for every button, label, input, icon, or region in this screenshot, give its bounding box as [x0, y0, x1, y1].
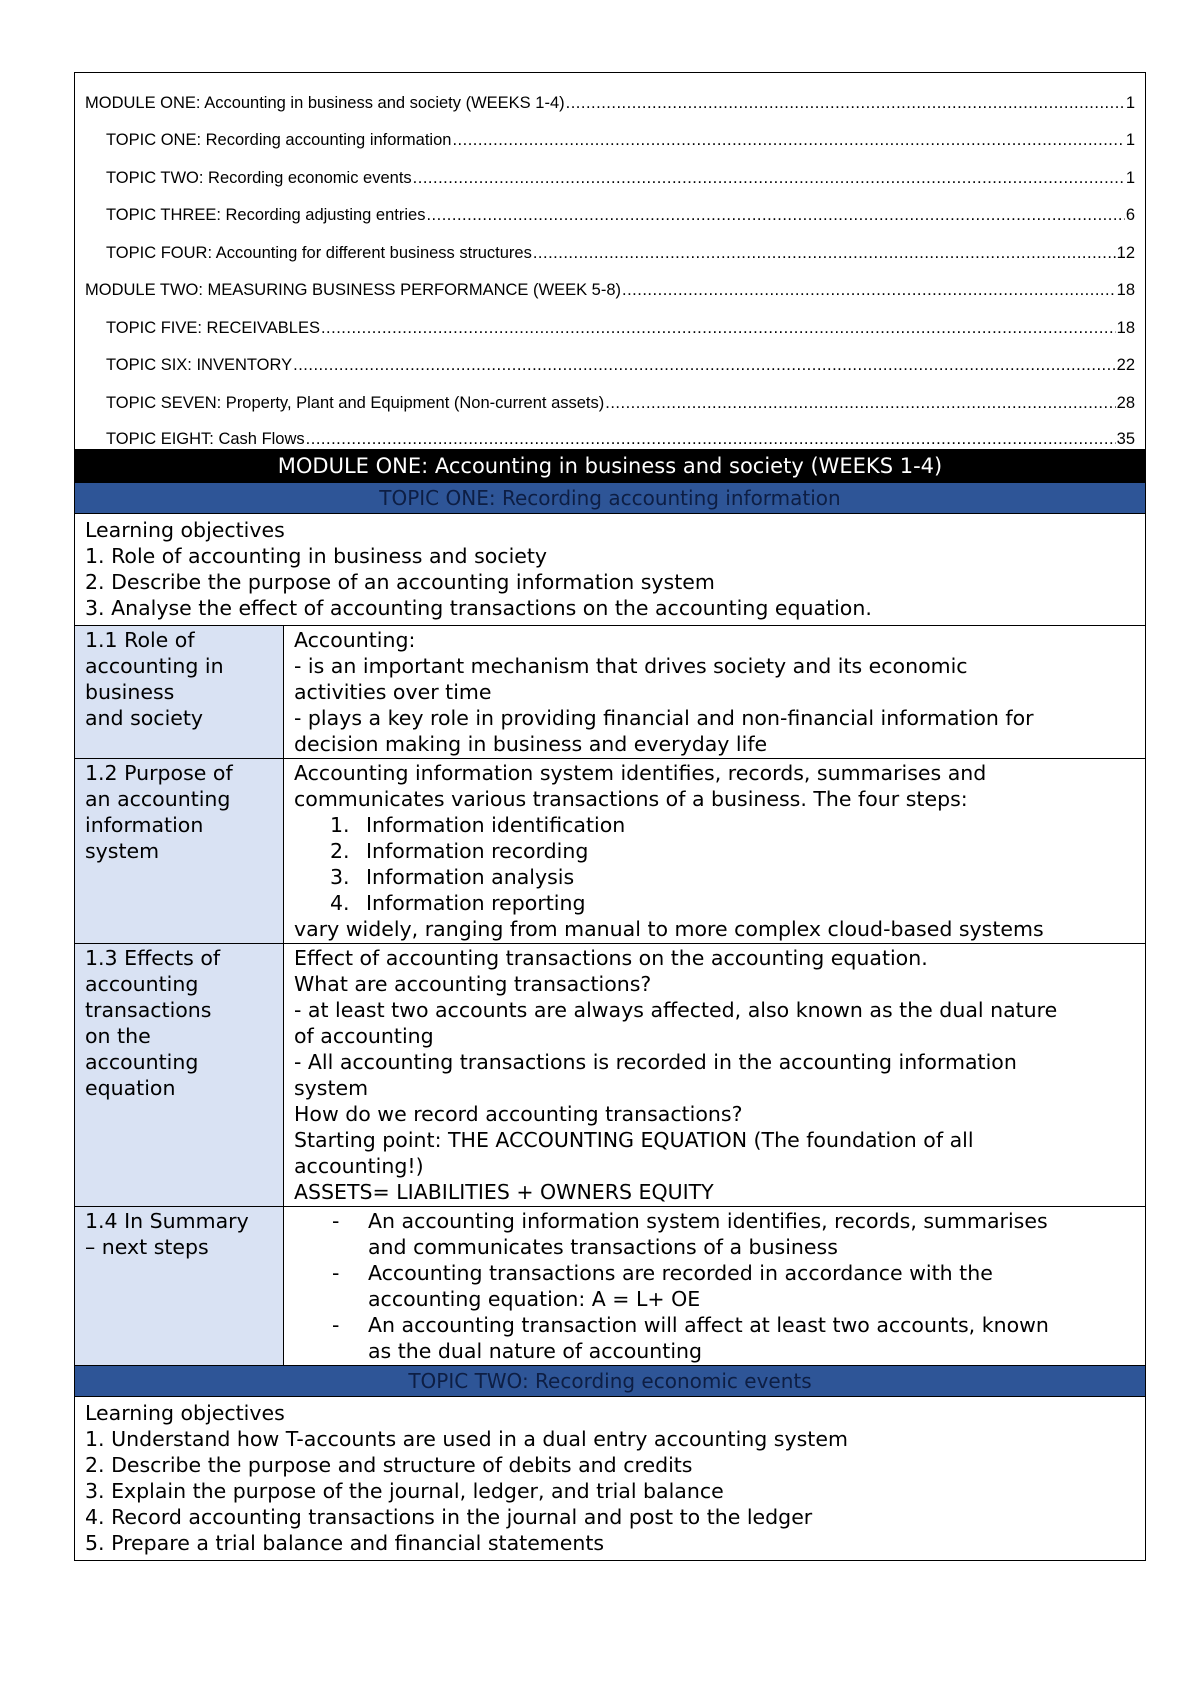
toc-page-number: 1	[1125, 93, 1135, 112]
topic-one-heading: TOPIC ONE: Recording accounting information	[75, 482, 1145, 514]
dash-bullet: -	[332, 1260, 340, 1285]
list-number: 1.	[330, 812, 350, 837]
toc-leader	[293, 356, 1116, 375]
content-line: system	[294, 1075, 369, 1100]
row-label-purpose-of-ais	[75, 758, 284, 943]
table-row	[75, 943, 1145, 1206]
list-number: 3.	[330, 864, 350, 889]
row-content-role-of-accounting	[284, 625, 1146, 758]
toc-entry-text: TOPIC SIX: INVENTORY	[106, 356, 293, 374]
content-line: activities over time	[294, 679, 492, 704]
list-text: An accounting information system identifies, records, summarises	[368, 1208, 1048, 1233]
row-content-effects-of-transactions	[284, 943, 1146, 1206]
toc-entry-text: TOPIC FOUR: Accounting for different business structures	[106, 243, 532, 262]
table-row	[75, 625, 1145, 758]
toc-page-number: 35	[1116, 429, 1135, 448]
objective-item: 2. Describe the purpose and structure of debits and credits	[85, 1452, 693, 1477]
toc-leader	[321, 319, 1116, 338]
toc-entry-text: TOPIC SEVEN: Property, Plant and Equipment (Non-current assets)	[106, 393, 605, 412]
topic-one-table	[75, 625, 1145, 1365]
toc-entry[interactable]	[85, 338, 1135, 376]
content-line: - plays a key role in providing financial and non-financial information for	[294, 705, 1034, 730]
objective-item: 4. Record accounting transactions in the journal and post to the ledger	[85, 1504, 813, 1529]
label-line: 1.1 Role of	[85, 627, 195, 652]
objectives-heading: Learning objectives	[85, 1400, 285, 1425]
topic-two-objectives	[75, 1397, 1145, 1560]
list-text: as the dual nature of accounting	[368, 1338, 703, 1363]
summary-list	[294, 1208, 1137, 1364]
list-item	[294, 864, 1137, 890]
list-text: Information identification	[366, 812, 626, 837]
row-label-role-of-accounting	[75, 625, 284, 758]
list-text: An accounting transaction will affect at least two accounts, known	[368, 1312, 1049, 1337]
topic-one-objectives	[75, 514, 1145, 625]
toc-page-number: 1	[1125, 168, 1135, 187]
toc-leader	[622, 281, 1116, 300]
toc-entry-text: MODULE TWO: MEASURING BUSINESS PERFORMANCE (WEEK 5-8)	[85, 281, 622, 299]
content-line: - All accounting transactions is recorded in the accounting information	[294, 1049, 1017, 1074]
list-text: and communicates transactions of a business	[368, 1234, 838, 1259]
topic-two-heading: TOPIC TWO: Recording economic events	[75, 1365, 1145, 1397]
toc-entry[interactable]	[85, 75, 1135, 113]
row-label-summary	[75, 1206, 284, 1365]
toc-page-number: 6	[1125, 206, 1135, 224]
label-line: – next steps	[85, 1234, 209, 1259]
label-line: transactions	[85, 997, 212, 1022]
document-page	[74, 72, 1146, 1561]
content-line: vary widely, ranging from manual to more complex cloud-based systems	[294, 916, 1044, 941]
objective-item: 1. Role of accounting in business and society	[85, 543, 548, 568]
toc-leader	[413, 169, 1125, 188]
content-line: Accounting:	[294, 627, 416, 652]
content-line: decision making in business and everyday life	[294, 731, 768, 756]
list-item	[294, 812, 1137, 838]
toc-entry[interactable]	[85, 150, 1135, 188]
toc-page-number: 28	[1116, 393, 1135, 412]
content-line: communicates various transactions of a business. The four steps:	[294, 786, 968, 811]
list-text: Accounting transactions are recorded in accordance with the	[368, 1260, 993, 1285]
list-item	[294, 890, 1137, 916]
toc-entry-text: MODULE ONE: Accounting in business and society (WEEKS 1-4)	[85, 93, 565, 112]
label-line: on the	[85, 1023, 151, 1048]
toc-entry[interactable]	[85, 225, 1135, 263]
toc-entry[interactable]	[85, 188, 1135, 226]
label-line: 1.4 In Summary	[85, 1208, 249, 1233]
accounting-equation: ASSETS= LIABILITIES + OWNERS EQUITY	[294, 1179, 714, 1204]
toc-page-number: 18	[1116, 281, 1135, 299]
dash-bullet: -	[332, 1208, 340, 1233]
toc-leader	[566, 94, 1125, 113]
content-line: Effect of accounting transactions on the accounting equation.	[294, 945, 928, 970]
toc-page-number: 22	[1116, 356, 1135, 374]
four-steps-list	[294, 812, 1137, 916]
list-item	[294, 1208, 1137, 1260]
content-line: - at least two accounts are always affected, also known as the dual nature	[294, 997, 1058, 1022]
row-content-summary	[284, 1206, 1146, 1365]
label-line: information	[85, 812, 204, 837]
content-line: How do we record accounting transactions?	[294, 1101, 743, 1126]
list-item	[294, 1312, 1137, 1364]
objective-item: 1. Understand how T-accounts are used in a dual entry accounting system	[85, 1426, 848, 1451]
list-item	[294, 838, 1137, 864]
toc-entry-text: TOPIC FIVE: RECEIVABLES	[106, 318, 320, 337]
toc-page-number: 1	[1125, 131, 1135, 149]
label-line: 1.2 Purpose of	[85, 760, 233, 785]
list-text: Information reporting	[366, 890, 586, 915]
objective-item: 3. Explain the purpose of the journal, ledger, and trial balance	[85, 1478, 724, 1503]
toc-page-number: 12	[1116, 243, 1135, 262]
content-line: - is an important mechanism that drives society and its economic	[294, 653, 968, 678]
objective-item: 3. Analyse the effect of accounting transactions on the accounting equation.	[85, 595, 872, 620]
toc-leader	[426, 206, 1124, 225]
list-number: 4.	[330, 890, 350, 915]
list-text: accounting equation: A = L+ OE	[368, 1286, 701, 1311]
list-item	[294, 1260, 1137, 1312]
toc-leader	[533, 244, 1116, 263]
row-label-effects-of-transactions	[75, 943, 284, 1206]
dash-bullet: -	[332, 1312, 340, 1337]
content-line: Starting point: THE ACCOUNTING EQUATION (The foundation of all	[294, 1127, 974, 1152]
toc-entry[interactable]	[85, 375, 1135, 413]
content-line: What are accounting transactions?	[294, 971, 652, 996]
objectives-heading: Learning objectives	[85, 517, 285, 542]
toc-page-number: 18	[1116, 318, 1135, 337]
list-text: Information recording	[366, 838, 589, 863]
table-of-contents	[75, 73, 1145, 449]
list-text: Information analysis	[366, 864, 575, 889]
toc-leader	[605, 394, 1115, 413]
table-row	[75, 1206, 1145, 1365]
objective-item: 2. Describe the purpose of an accounting information system	[85, 569, 715, 594]
content-line: Accounting information system identifies, records, summarises and	[294, 760, 987, 785]
objective-item: 5. Prepare a trial balance and financial statements	[85, 1530, 605, 1555]
label-line: equation	[85, 1075, 176, 1100]
toc-entry-text: TOPIC EIGHT: Cash Flows	[106, 429, 305, 448]
table-row	[75, 758, 1145, 943]
row-content-purpose-of-ais	[284, 758, 1146, 943]
label-line: an accounting	[85, 786, 231, 811]
toc-entry[interactable]	[85, 113, 1135, 151]
module-one-heading: MODULE ONE: Accounting in business and society (WEEKS 1-4)	[75, 449, 1145, 482]
toc-leader	[452, 131, 1124, 150]
content-line: of accounting	[294, 1023, 434, 1048]
label-line: accounting in	[85, 653, 224, 678]
label-line: accounting	[85, 971, 199, 996]
label-line: accounting	[85, 1049, 199, 1074]
toc-leader	[306, 430, 1116, 449]
label-line: and society	[85, 705, 204, 730]
label-line: 1.3 Effects of	[85, 945, 221, 970]
list-number: 2.	[330, 838, 350, 863]
toc-entry-text: TOPIC ONE: Recording accounting information	[106, 131, 452, 149]
toc-entry-text: TOPIC THREE: Recording adjusting entries	[106, 206, 426, 224]
label-line: business	[85, 679, 175, 704]
content-line: accounting!)	[294, 1153, 424, 1178]
toc-entry[interactable]	[85, 263, 1135, 301]
toc-entry-text: TOPIC TWO: Recording economic events	[106, 168, 412, 187]
toc-entry[interactable]	[85, 300, 1135, 338]
toc-entry[interactable]	[85, 413, 1135, 449]
label-line: system	[85, 838, 160, 863]
